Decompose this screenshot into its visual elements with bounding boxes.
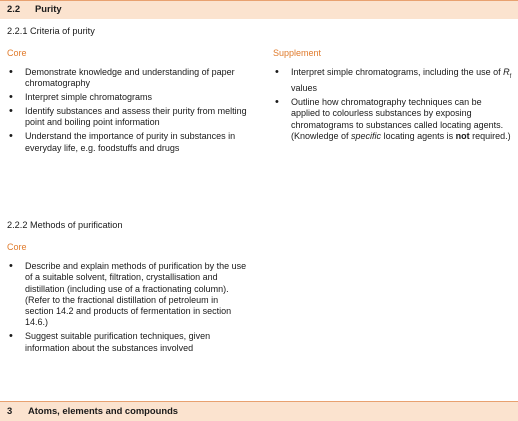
next-section-header-band	[0, 401, 518, 421]
rf-symbol	[503, 67, 512, 80]
supplement-item-text: Outline how chromatography techniques can be applied to colourless substances by exposing chromatograms to substances called locating agents. (Knowledge of	[291, 96, 504, 141]
subsection-title-criteria: 2.2.1 Criteria of purity	[7, 26, 95, 36]
next-section-heading	[7, 405, 178, 416]
core-list-methods	[7, 261, 247, 357]
list-item: • Understand the importance of purity in substances in everyday life, e.g. foodstuffs and drugs	[7, 131, 247, 154]
list-item: • Demonstrate knowledge and understanding of paper chromatography	[7, 67, 247, 90]
next-section-number: 3	[7, 405, 13, 416]
list-item: • Suggest suitable purification techniques, given information about the substances involved	[7, 331, 247, 354]
next-section-title: Atoms, elements and compounds	[28, 405, 179, 416]
section-header-band	[0, 0, 518, 19]
supplement-item-text: locating agents is	[381, 130, 456, 141]
section-number: 2.2	[7, 3, 21, 14]
core-label: Core	[7, 48, 27, 58]
section-title: Purity	[35, 3, 62, 14]
subsection-title-methods: 2.2.2 Methods of purification	[7, 220, 123, 230]
core-list-criteria	[7, 67, 247, 156]
emphasis-bold: not	[455, 130, 470, 141]
supplement-item-suffix: values	[291, 83, 318, 94]
list-item	[273, 67, 513, 94]
list-item: • Interpret simple chromatograms	[7, 92, 247, 103]
emphasis-italic: specific	[351, 130, 382, 141]
list-item: • Describe and explain methods of purification by the use of a suitable solvent, filtration, crystallisation and distillation (including use of a fractionating column). (Refer to the fractional distillation of petroleum in section 14.2 and products of fermentation in section 14.6.)	[7, 261, 247, 329]
rf-subscript: f	[509, 73, 512, 80]
supplement-item-text: required.)	[469, 130, 511, 141]
list-item: • Identify substances and assess their purity from melting point and boiling point information	[7, 106, 247, 129]
supplement-item-text: Interpret simple chromatograms, including the use of	[291, 67, 504, 77]
core-label: Core	[7, 242, 27, 252]
list-item	[273, 97, 513, 142]
rf-letter: R	[503, 67, 510, 77]
supplement-list-criteria	[273, 67, 513, 145]
supplement-label: Supplement	[273, 48, 322, 58]
section-heading	[7, 3, 62, 14]
